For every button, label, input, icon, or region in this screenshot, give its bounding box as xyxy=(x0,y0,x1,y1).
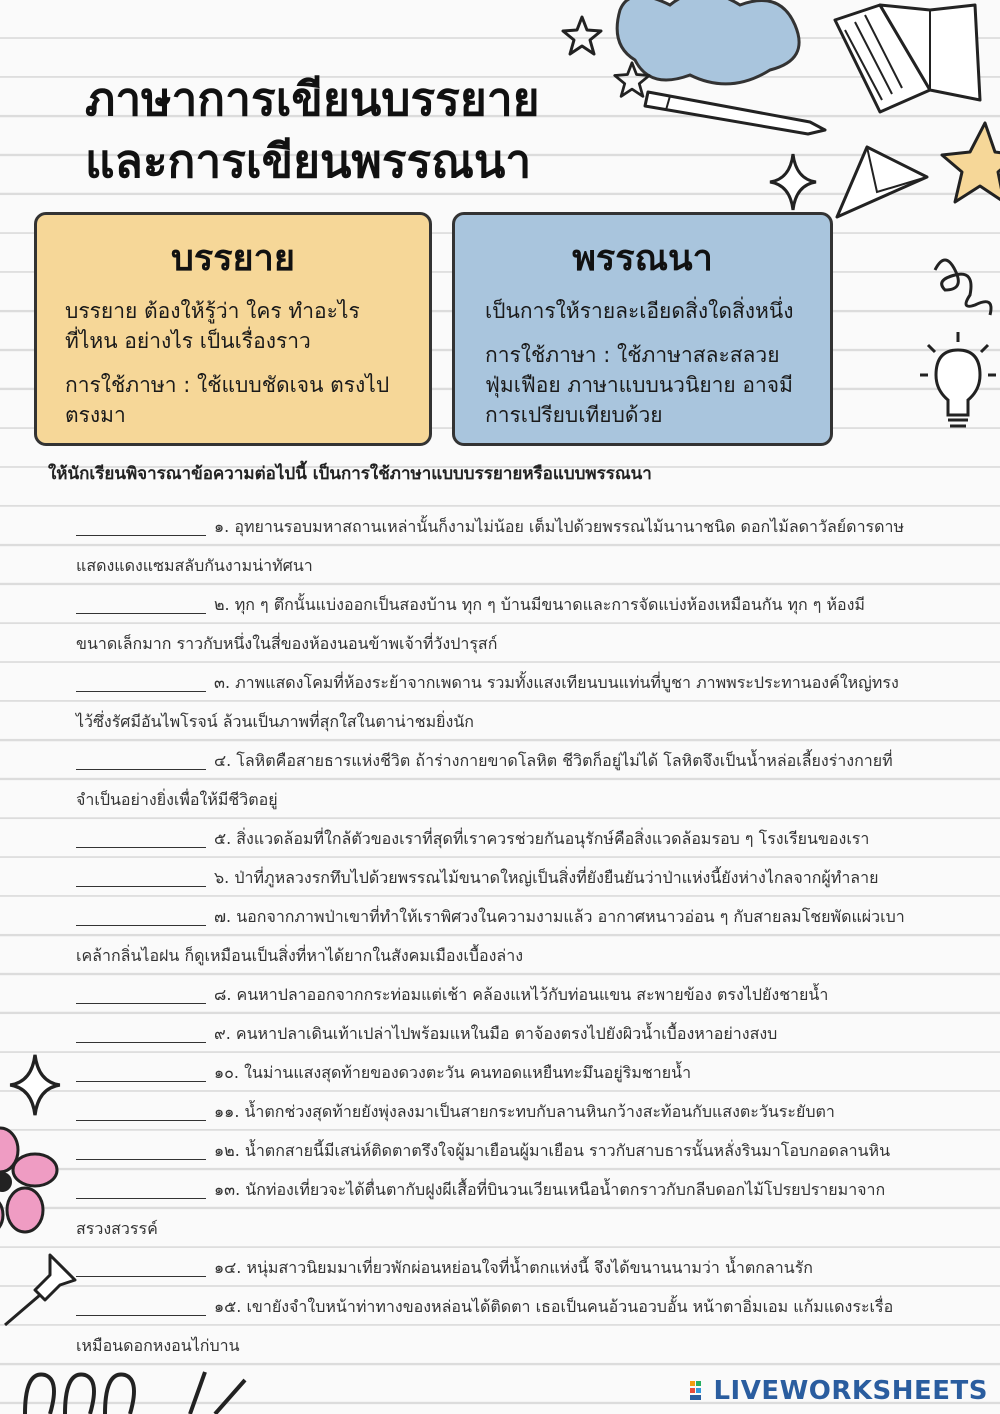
answer-blank[interactable] xyxy=(76,907,206,926)
paper-plane-icon xyxy=(832,142,932,222)
question-item xyxy=(76,585,976,624)
flower-icon xyxy=(0,1130,70,1240)
question-continuation: จำเป็นอย่างยิ่งเพื่อให้มีชีวิตอยู่ xyxy=(76,790,278,809)
question-continuation: สรวงสวรรค์ xyxy=(76,1219,158,1238)
question-text: ๑๒. น้ำตกสายนี้มีเสน่ห์ติดตาตรึงใจผู้มาเยือนผู้มาเยือน ราวกับสาบธารนั้นหลั่งรินมาโอบกอดลานหิน xyxy=(214,1141,891,1160)
answer-blank[interactable] xyxy=(76,868,206,887)
question-item xyxy=(76,858,976,897)
loop-doodle xyxy=(20,1360,170,1414)
question-item xyxy=(76,819,976,858)
question-text: ๑๔. หนุ่มสาวนิยมมาเที่ยวพักผ่อนหย่อนใจที่น้ำตกแห่งนี้ จึงได้ขนานนามว่า น้ำตกลานรัก xyxy=(214,1258,813,1277)
question-text: ๑๐. ในม่านแสงสุดท้ายของดวงตะวัน คนทอดแหยืนทะมึนอยู่ริมชายน้ำ xyxy=(214,1063,692,1082)
question-text: ๘. คนหาปลาออกจากกระท่อมแต่เช้า คล้องแหไว้กับท่อนแขน สะพายข้อง ตรงไปยังชายน้ำ xyxy=(214,985,829,1004)
question-text: ๙. คนหาปลาเดินเท้าเปล่าไปพร้อมแหในมือ ตาจ้องตรงไปยังผิวน้ำเบื้องหาอย่างสงบ xyxy=(214,1024,778,1043)
title-line-2: และการเขียนพรรณนา xyxy=(85,134,532,188)
question-item xyxy=(76,1014,976,1053)
answer-blank[interactable] xyxy=(76,1258,206,1277)
question-item xyxy=(76,507,976,546)
question-continuation: เหมือนดอกหงอนไก่บาน xyxy=(76,1336,240,1355)
narrative-heading: บรรยาย xyxy=(171,238,295,279)
star-icon xyxy=(940,120,1000,210)
question-continuation: ขนาดเล็กมาก ราวกับหนึ่งในสี่ของห้องนอนข้าพเจ้าที่วังปารุสก์ xyxy=(76,634,498,653)
question-text: ๓. ภาพแสดงโคมที่ห้องระย้าจากเพดาน รวมทั้งแสงเทียนบนแท่นที่บูชา ภาพพระประทานองค์ใหญ่ทรง xyxy=(214,673,899,692)
star-icon xyxy=(560,14,604,58)
question-item xyxy=(76,741,976,780)
narrative-card xyxy=(34,212,432,446)
pushpin-icon xyxy=(0,1250,80,1330)
question-item xyxy=(76,1287,976,1326)
question-item xyxy=(76,1053,976,1092)
question-text: ๑๑. น้ำตกช่วงสุดท้ายยังพุ่งลงมาเป็นสายกระทบกับลานหินกว้างสะท้อนกับแสงตะวันระยับตา xyxy=(214,1102,835,1121)
descriptive-definition: เป็นการให้รายละเอียดสิ่งใดสิ่งหนึ่ง xyxy=(485,299,794,323)
question-text: ๑๕. เขายังจำใบหน้าท่าทางของหล่อนได้ติดตา เธอเป็นคนอ้วนอวบอั้น หน้าตาอิ่มเอม แก้มแดงระเรื่อ xyxy=(214,1297,894,1316)
answer-blank[interactable] xyxy=(76,1297,206,1316)
narrative-definition: บรรยาย ต้องให้รู้ว่า ใคร ทำอะไร ที่ไหน อย่างไร เป็นเรื่องราว xyxy=(65,299,360,353)
book-icon xyxy=(820,0,990,120)
answer-blank[interactable] xyxy=(76,829,206,848)
liveworksheets-icon xyxy=(689,1380,709,1402)
question-continuation: แสดงแดงแซมสลับกันงามน่าทัศนา xyxy=(76,556,313,575)
logo-text: LIVEWORKSHEETS xyxy=(713,1376,988,1406)
descriptive-heading: พรรณนา xyxy=(572,238,713,279)
answer-blank[interactable] xyxy=(76,517,206,536)
question-text: ๖. ป่าที่ภูหลวงรกทึบไปด้วยพรรณไม้ขนาดใหญ่เป็นสิ่งที่ยังยืนยันว่าป่าแห่งนี้ยังห่างไกลจากผู้ทำลาย xyxy=(214,868,879,887)
pen-icon xyxy=(640,82,840,142)
question-continuation: เคล้ากลิ่นไอฝน ก็ดูเหมือนเป็นสิ่งที่หาได้ยากในสังคมเมืองเบื้องล่าง xyxy=(76,946,523,965)
sparkle-icon xyxy=(768,152,818,212)
question-text: ๒. ทุก ๆ ตึกนั้นแบ่งออกเป็นสองบ้าน ทุก ๆ บ้านมีขนาดและการจัดแบ่งห้องเหมือนกัน ทุก ๆ ห้องมี xyxy=(214,595,865,614)
question-item xyxy=(76,1092,976,1131)
question-text: ๑. อุทยานรอบมหาสถานเหล่านั้นก็งามไม่น้อย เต็มไปด้วยพรรณไม้นานาชนิด ดอกไม้ลดาวัลย์ดารดาษ xyxy=(214,517,905,536)
descriptive-card xyxy=(452,212,833,446)
question-item xyxy=(76,1248,976,1287)
question-list xyxy=(76,507,976,1365)
sparkle-icon xyxy=(8,1052,62,1118)
answer-blank[interactable] xyxy=(76,751,206,770)
lightbulb-icon xyxy=(918,330,998,440)
question-text: ๔. โลหิตคือสายธารแห่งชีวิต ถ้าร่างกายขาดโลหิต ชีวิตก็อยู่ไม่ได้ โลหิตจึงเป็นน้ำหล่อเลี้ยงร่างกายที่ xyxy=(214,751,893,770)
answer-blank[interactable] xyxy=(76,595,206,614)
question-text: ๑๓. นักท่องเที่ยวจะได้ตื่นตากับฝูงผีเสื้อที่บินวนเวียนเหนือน้ำตกราวกับกลีบดอกไม้โปรยปรายมาจาก xyxy=(214,1180,886,1199)
answer-blank[interactable] xyxy=(76,1180,206,1199)
spiral-doodle xyxy=(930,250,1000,330)
descriptive-language-use: การใช้ภาษา : ใช้ภาษาสละสลวย ฟุ่มเฟือย ภาษาแบบนวนิยาย อาจมีการเปรียบเทียบด้วย xyxy=(485,343,793,427)
question-continuation: ไว้ซึ่งรัศมีอันไพโรจน์ ล้วนเป็นภาพที่สุกใสในตาน่าชมยิ่งนัก xyxy=(76,712,474,731)
answer-blank[interactable] xyxy=(76,1141,206,1160)
instruction-text: ให้นักเรียนพิจารณาข้อความต่อไปนี้ เป็นการใช้ภาษาแบบบรรยายหรือแบบพรรณนา xyxy=(48,464,652,484)
answer-blank[interactable] xyxy=(76,1102,206,1121)
pencil-stroke-doodle xyxy=(180,1370,250,1414)
question-text: ๗. นอกจากภาพป่าเขาที่ทำให้เราพิศวงในความงามแล้ว อากาศหนาวอ่อน ๆ กับสายลมโชยพัดแผ่วเบา xyxy=(214,907,905,926)
answer-blank[interactable] xyxy=(76,1024,206,1043)
question-item xyxy=(76,975,976,1014)
question-item xyxy=(76,1131,976,1170)
answer-blank[interactable] xyxy=(76,673,206,692)
question-item xyxy=(76,1170,976,1209)
answer-blank[interactable] xyxy=(76,985,206,1004)
liveworksheets-logo[interactable] xyxy=(689,1376,988,1406)
question-item xyxy=(76,897,976,936)
title-line-1: ภาษาการเขียนบรรยาย xyxy=(85,72,540,126)
answer-blank[interactable] xyxy=(76,1063,206,1082)
question-text: ๕. สิ่งแวดล้อมที่ใกล้ตัวของเราที่สุดที่เราควรช่วยกันอนุรักษ์คือสิ่งแวดล้อมรอบ ๆ โรงเรียนของเรา xyxy=(214,829,870,848)
question-item xyxy=(76,663,976,702)
narrative-language-use: การใช้ภาษา : ใช้แบบชัดเจน ตรงไปตรงมา xyxy=(65,373,390,427)
page-title xyxy=(85,68,540,192)
